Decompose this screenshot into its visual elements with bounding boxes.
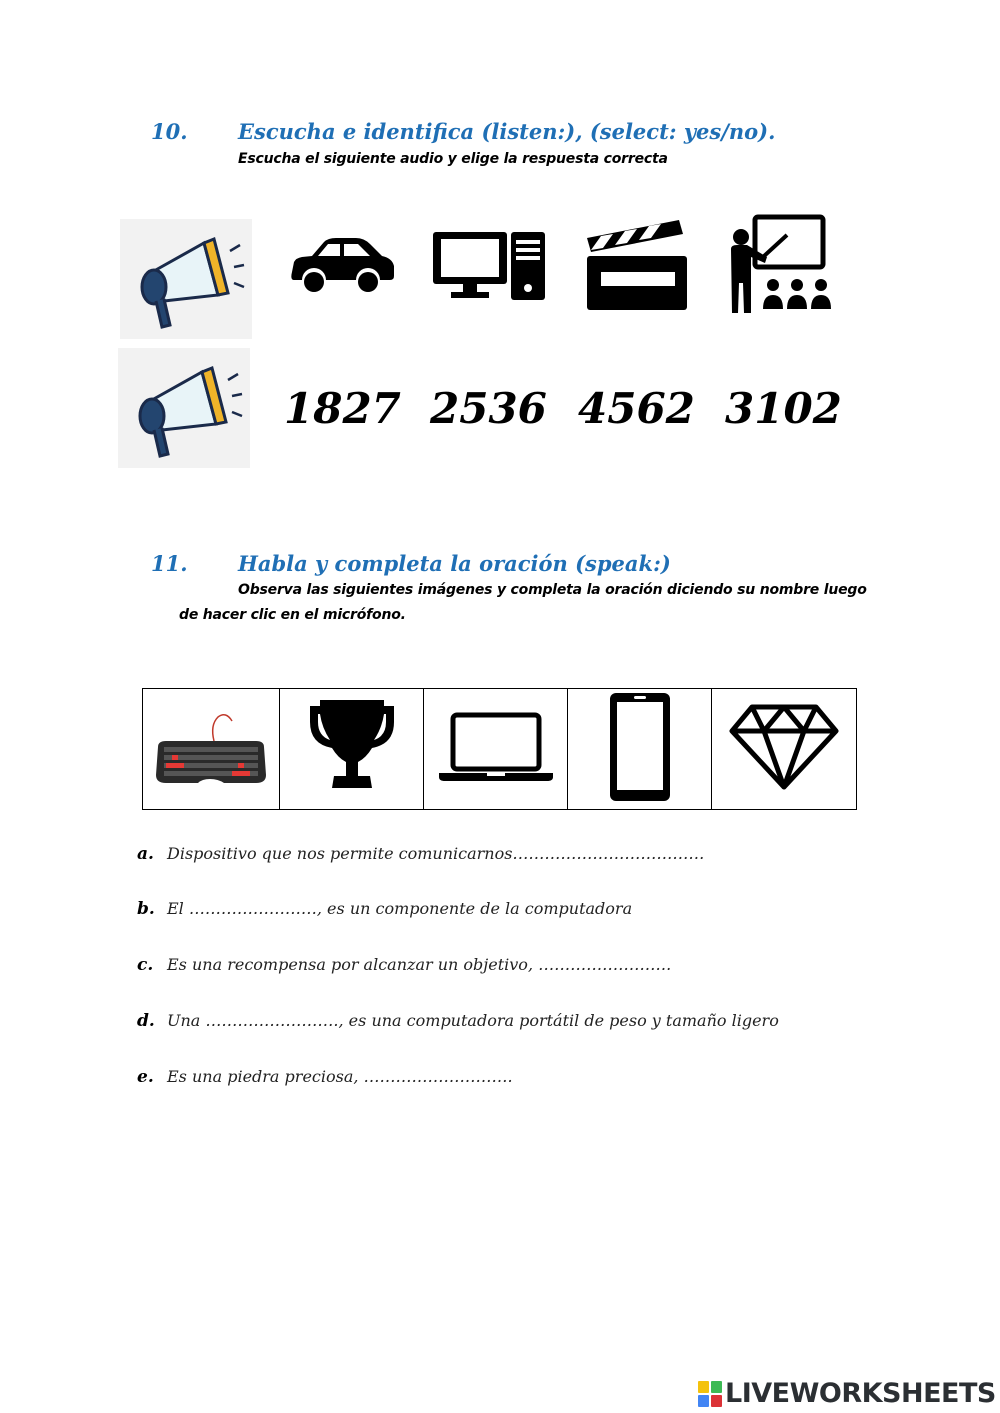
question-text: Es una piedra preciosa, ………………………. [167,1067,513,1086]
section-11-subtitle-line1: Observa las siguientes imágenes y completa la oración diciendo su nombre luego [238,582,867,598]
question-text: Una ……………………., es una computadora portátil de peso y tamaño ligero [167,1011,779,1030]
smartphone-icon [608,691,672,803]
car-icon[interactable] [280,225,400,305]
desktop-computer-icon[interactable] [426,225,550,305]
question-a[interactable] [137,844,704,864]
audio-speaker-button-1[interactable] [120,219,252,339]
clapperboard-icon[interactable] [580,216,690,314]
diamond-icon [728,703,840,791]
question-c[interactable] [137,955,671,975]
question-text: Es una recompensa por alcanzar un objetivo, ……………………. [167,955,672,974]
section-10-title: Escucha e identifica (listen:), (select: yes/no). [238,119,776,144]
question-letter: c. [137,955,154,975]
audio-speaker-button-2[interactable] [118,348,250,468]
table-cell-laptop [424,689,568,810]
table-cell-trophy [280,689,424,810]
liveworksheets-logo[interactable] [698,1378,996,1409]
question-letter: a. [137,844,154,864]
number-option-4[interactable]: 3102 [725,384,842,433]
megaphone-icon [124,358,244,458]
question-e[interactable] [137,1067,513,1087]
number-option-2[interactable]: 2536 [430,384,547,433]
section-10-subtitle: Escucha el siguiente audio y elige la respuesta correcta [238,151,668,167]
laptop-icon [437,711,555,783]
question-letter: e. [137,1067,154,1087]
table-cell-diamond [712,689,857,810]
megaphone-icon [126,229,246,329]
keyboard-icon [152,707,270,787]
image-table [142,688,857,810]
section-10-number: 10. [151,119,188,144]
question-d[interactable] [137,1011,779,1031]
question-text: El ……………………, es un componente de la computadora [167,899,633,918]
trophy-icon [306,696,398,798]
liveworksheets-logo-text: LIVEWORKSHEETS [725,1378,996,1409]
teacher-classroom-icon[interactable] [724,212,840,316]
question-letter: d. [137,1011,155,1031]
section-11-subtitle-line2: de hacer clic en el micrófono. [179,607,406,623]
section-11-title: Habla y completa la oración (speak:) [238,551,671,576]
number-option-3[interactable]: 4562 [578,384,695,433]
question-letter: b. [137,899,155,919]
question-b[interactable] [137,899,632,919]
liveworksheets-logo-icon [698,1381,722,1407]
table-cell-keyboard [143,689,280,810]
number-option-1[interactable]: 1827 [284,384,401,433]
section-11-number: 11. [151,551,188,576]
question-text: Dispositivo que nos permite comunicarnos……………………………… [167,844,705,863]
table-cell-smartphone [568,689,712,810]
